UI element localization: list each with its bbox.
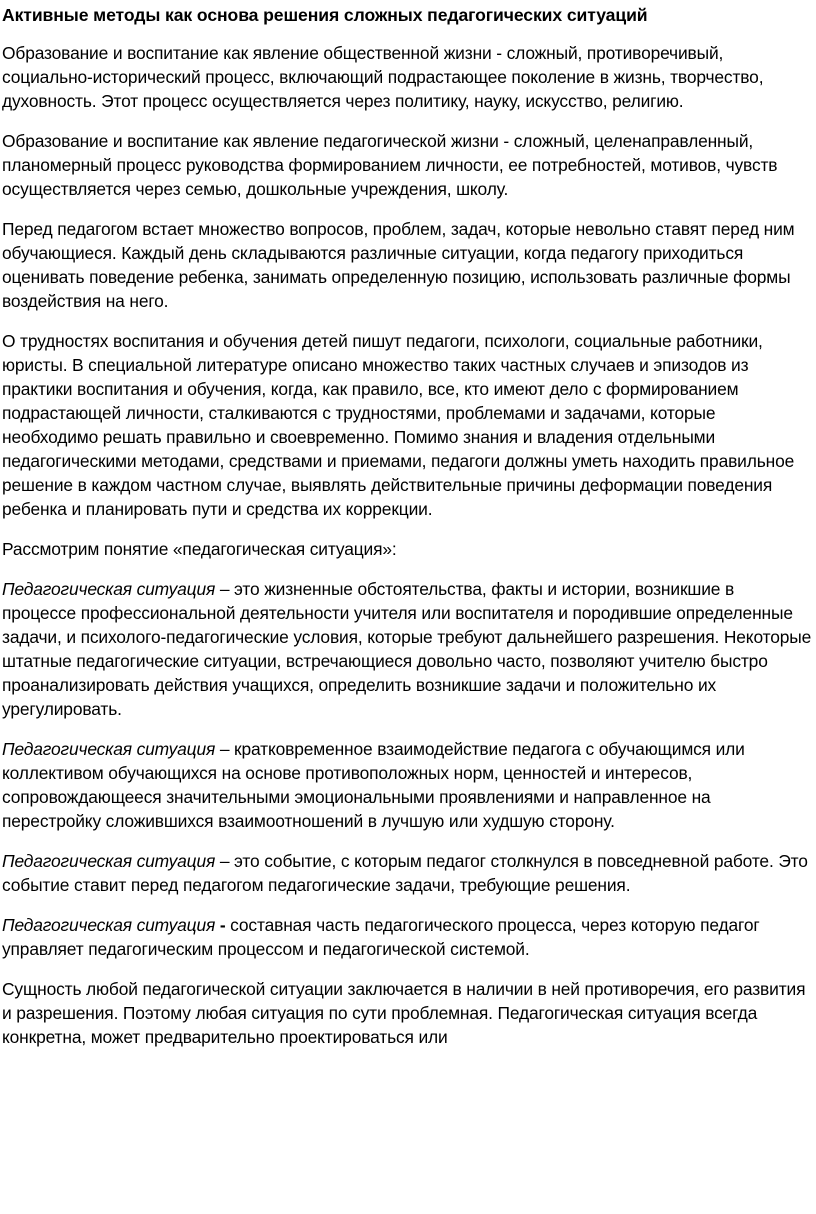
paragraph-2: Образование и воспитание как явление педагогической жизни - сложный, целенаправленный, планомерный процесс руководства формированием личности, ее потребностей, мотивов, чувств осуществляется через семью, дошкольные учреждения, школу. [2, 131, 778, 199]
paragraph-3: Перед педагогом встает множество вопросов, проблем, задач, которые невольно ставят перед ним обучающиеся. Каждый день складываются различные ситуации, когда педагогу приходиться оценивать поведение ребенка, занимать определенную позицию, использовать различные формы воздействия на него. [2, 219, 795, 311]
definition-term: Педагогическая ситуация [2, 739, 216, 759]
paragraph-1: Образование и воспитание как явление общественной жизни - сложный, противоречивый, социально-исторический процесс, включающий подрастающее поколение в жизнь, творчество, духовность. Этот процесс осуществляется через политику, науку, искусство, религию. [2, 43, 764, 111]
definition-1 [2, 577, 812, 721]
definition-text: – кратковременное взаимодействие педагога с обучающимся или коллективом обучающихся на основе противоположных норм, ценностей и интересов, сопровождающееся значительными эмоциональными проявлениями и направленное на перестройку сложившихся взаимоотношений в лучшую или худшую сторону. [2, 739, 745, 831]
definition-text: составная часть педагогического процесса, через которую педагог управляет педагогическим процессом и педагогической системой. [2, 915, 760, 959]
paragraph-last: Сущность любой педагогической ситуации заключается в наличии в ней противоречия, его развития и разрешения. Поэтому любая ситуация по сути проблемная. Педагогическая ситуация всегда конкретна, может предварительно проектироваться или [2, 979, 806, 1047]
definition-term: Педагогическая ситуация [2, 851, 216, 871]
definition-2 [2, 737, 812, 833]
document-title: Активные методы как основа решения сложных педагогических ситуаций [2, 5, 648, 25]
paragraph-5: Рассмотрим понятие «педагогическая ситуация»: [2, 539, 397, 559]
definition-text: – это событие, с которым педагог столкнулся в повседневной работе. Это событие ставит перед педагогом педагогические задачи, требующие решения. [2, 851, 808, 895]
definition-term: Педагогическая ситуация [2, 915, 216, 935]
definition-term: Педагогическая ситуация [2, 579, 216, 599]
definition-4 [2, 913, 812, 961]
paragraph-4: О трудностях воспитания и обучения детей пишут педагоги, психологи, социальные работники, юристы. В специальной литературе описано множество таких частных случаев и эпизодов из практики воспитания и обучения, когда, как правило, все, кто имеют дело с формированием подрастающей личности, сталкиваются с трудностями, проблемами и задачами, которые необходимо решать правильно и своевременно. Помимо знания и владения отдельными педагогическими методами, средствами и приемами, педагоги должны уметь находить правильное решение в каждом частном случае, выявлять действительные причины деформации поведения ребенка и планировать пути и средства их коррекции. [2, 331, 795, 519]
definition-text: – это жизненные обстоятельства, факты и истории, возникшие в процессе профессиональной деятельности учителя или воспитателя и породившие определенные задачи, и психолого-педагогические условия, которые требуют дальнейшего разрешения. Некоторые штатные педагогические ситуации, встречающиеся довольно часто, позволяют учителю быстро проанализировать действия учащихся, определить возникшие задачи и положительно их урегулировать. [2, 579, 812, 719]
definition-dash: - [215, 915, 226, 935]
definition-3 [2, 849, 812, 897]
